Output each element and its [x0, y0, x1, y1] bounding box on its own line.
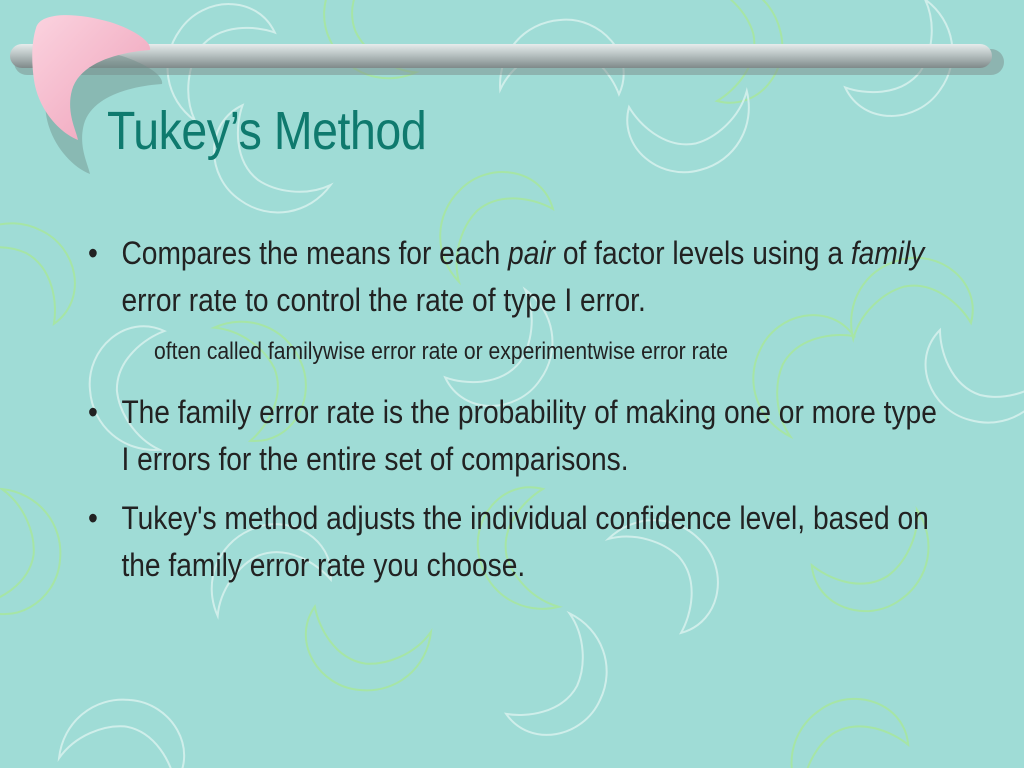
subnote-familywise: often called familywise error rate or experimentwise error rate — [154, 338, 728, 365]
bullet-dot: • — [88, 500, 98, 536]
bullet2-text: The family error rate is the probability of making one or more type I errors for the entire set of comparisons. — [121, 394, 937, 477]
bullet1-emphasis-family: family — [850, 235, 925, 271]
bullet1-emphasis-pair: pair — [508, 235, 556, 271]
bullet3-text: Tukey's method adjusts the individual confidence level, based on the family error rate you choose. — [121, 500, 929, 583]
bullet1-text-a: Compares the means for each — [121, 235, 509, 271]
bullet-dot: • — [88, 235, 98, 271]
bullet-compares-means — [88, 230, 940, 324]
slide-title: Tukey’s Method — [107, 101, 427, 161]
bullet-tukey-adjusts — [88, 495, 940, 589]
slide-content — [88, 230, 988, 602]
bullet1-text-c: error rate to control the rate of type I error. — [121, 282, 646, 318]
bullet-dot: • — [88, 394, 98, 430]
bullet1-text-b: of factor levels using a — [555, 235, 851, 271]
bullet-family-error-rate — [88, 389, 940, 483]
